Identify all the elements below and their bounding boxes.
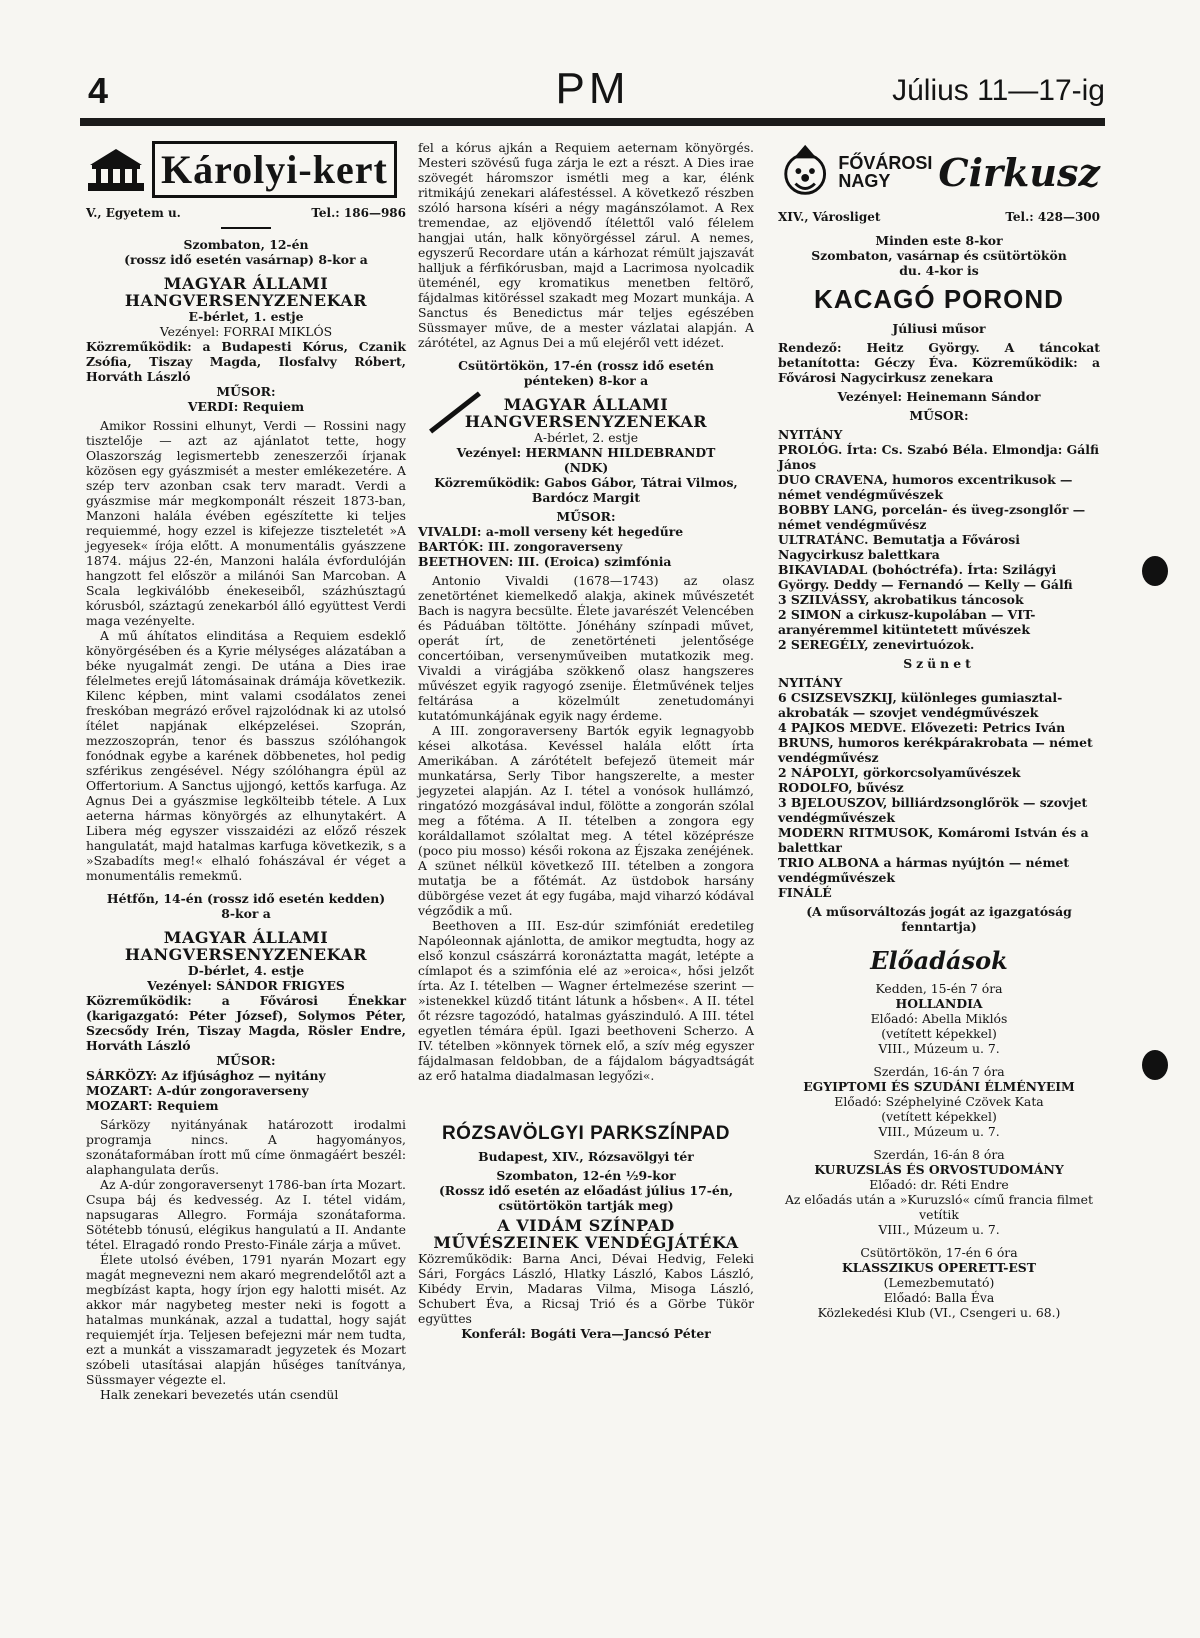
karolyi-tel: Tel.: 186—986 (311, 206, 406, 220)
lectures-heading: Előadások (870, 946, 1008, 975)
program-item: 2 SEREGÉLY, zenevirtuózok. (778, 637, 975, 652)
event1-orchestra-line2: HANGVERSENYZENEKAR (124, 291, 368, 310)
lecture-speaker: Előadó: Abella Miklós (870, 1011, 1008, 1026)
event2-program-item: SÁRKÖZY: Az ifjúsághoz — nyitány (86, 1068, 326, 1083)
lecture-venue: Közlekedési Klub (VI., Csengeri u. 68.) (817, 1305, 1061, 1320)
event1-orchestra-line1: MAGYAR ÁLLAMI (163, 274, 329, 293)
event1-series: E-bérlet, 1. estje (188, 309, 304, 324)
event2-date: Hétfőn, 14-én (rossz idő esetén kedden) (106, 891, 386, 906)
program-item: 2 SIMON a cirkusz-kupolában — VIT-aranyéremmel kitüntetett művészek (778, 607, 1036, 637)
program-item: BOBBY LANG, porcelán- és üveg-zsonglőr — német vendégművész (778, 502, 1086, 532)
lecture-title: EGYIPTOMI ÉS SZUDÁNI ÉLMÉNYEIM (803, 1079, 1075, 1094)
header-rule (80, 118, 1105, 126)
show-title: KACAGÓ POROND (814, 284, 1064, 314)
page-number: 4 (88, 70, 109, 111)
program-item: 6 CSIZSEVSZKIJ, különleges gumiasztal-akrobaták — szovjet vendégművészek (778, 690, 1063, 720)
column-cirkusz (778, 140, 1100, 1320)
event2-program-item: MOZART: A-dúr zongoraverseny (86, 1083, 309, 1098)
program-item: NYITÁNY (778, 675, 843, 690)
rozsavolgyi-date: Szombaton, 12-én ½9-kor (496, 1168, 676, 1183)
lecture (778, 981, 1100, 1056)
event3-rain-date: pénteken) 8-kor a (523, 373, 649, 388)
rozsavolgyi-host: Konferál: Bogáti Vera—Jancsó Péter (461, 1326, 711, 1341)
cirkusz-logo-script: Cirkusz (938, 149, 1100, 195)
event2-text-2: Az A-dúr zongoraversenyt 1786-ban írta Mozart. Csupa báj és kedvesség. Az I. tétel vidám, napsugaras Allegro. Formája szonátaforma. Sötétebb tónusú, elégikus hangulatú a II. Andante tétel. Elragadó rondo Presto-Finále zárja a művet. (86, 1177, 406, 1252)
cirkusz-address: XIV., Városliget (778, 210, 881, 224)
pavilion-icon (86, 145, 146, 193)
binding-hole (1142, 556, 1168, 586)
event3-program-item: VIVALDI: a-moll verseny két hegedűre (418, 524, 684, 539)
lecture-venue: VIII., Múzeum u. 7. (878, 1222, 1000, 1237)
event2-conductor: Vezényel: SÁNDOR FRIGYES (147, 978, 345, 993)
event1-text-1: Amikor Rossini elhunyt, Verdi — Rossini nagy tisztelője — azt az ajánlatot tette, hogy Olaszország legismertebb zeneszerzői írjanak közösen egy gyászmisét a mester emlékezetére. A szép terv azonban csak terv maradt. Verdi a gyászmise már megkomponált részeit 1873-ban, Manzoni halála évében egészítette ki teljes requiemmé, hogy ezzel is kifejezze tiszteletét »A jegyesek« írója előtt. A monumentális gyászzene 1874. május 22-én, Manzoni halála évfordulóján hangzott fel először a milánói San Marcoban. A Scala legkiválóbb énekeseiből, százhúsztagú kórusból, száztagú zenekarból álló együttest Verdi maga vezényelte. (86, 418, 406, 628)
event3-text-2: A III. zongoraverseny Bartók egyik legnagyobb kései alkotása. Kevéssel halála előtt írta Amerikában. A zárótételt befejező ütemeit már munkatársa, Serly Tibor hangszerelte, a mester jegyzetei alapján. Az I. tétel a vonósok hullámzó, ringatózó mozgásával indul, fölötte a zongorán szólal meg a főtéma. A II. tételben a zongora egy koráldallamot szólaltat meg. A tétel középrésze (poco piu mosso) késői rokona az Éjszaka zenéjének. A szünet nélkül következő III. tételben a zongora mutatja be a főtémát. Az üstdobok harsány dübörgése vezet át egy fugába, majd viharzó kódával végződik a mű. (418, 723, 754, 918)
rozsavolgyi-title: RÓZSAVÖLGYI PARKSZÍNPAD (441, 1123, 731, 1144)
lecture-title: KURUZSLÁS ÉS ORVOSTUDOMÁNY (814, 1162, 1064, 1177)
lecture-speaker: Előadó: Széphelyiné Czövek Kata (834, 1094, 1044, 1109)
column-karolyi-kert (86, 140, 406, 1402)
show-credits: Rendező: Heitz György. A táncokat betanította: Géczy Éva. Közreműködik: a Fővárosi Nagycirkusz zenekara (778, 340, 1100, 385)
event3-program-label: MŰSOR: (556, 509, 616, 524)
program-item: BRUNS, humoros kerékpárakrobata — német vendégművész (778, 735, 1093, 765)
karolyi-kert-name: Károlyi-kert (152, 141, 397, 198)
event3-orchestra-line2: HANGVERSENYZENEKAR (464, 412, 708, 431)
lecture-note: (vetített képekkel) (881, 1026, 997, 1041)
cirkusz-contact (778, 210, 1100, 225)
intermission: Szünet (903, 656, 975, 671)
program-item: RODOLFO, bűvész (778, 780, 904, 795)
rozsavolgyi-address: Budapest, XIV., Rózsavölgyi tér (478, 1149, 694, 1164)
program-item: ULTRATÁNC. Bemutatja a Fővárosi Nagycirkusz balettkara (778, 532, 1020, 562)
event3-conductor-country: (NDK) (563, 460, 609, 475)
cirkusz-logo (778, 140, 1100, 204)
lecture-venue: VIII., Múzeum u. 7. (878, 1124, 1000, 1139)
event2-text-4: Halk zenekari bevezetés után csendül (100, 1387, 339, 1402)
event2-text-1: Sárközy nyitányának határozott irodalmi programja nincs. A hagyományos, szonátaformában írott mű címe önmagáért beszél: alaphangulata derűs. (86, 1117, 406, 1177)
lecture-date: Szerdán, 16-án 7 óra (873, 1064, 1005, 1079)
program-part-2 (778, 675, 1100, 900)
rozsavolgyi-subtitle-1: A VIDÁM SZÍNPAD (497, 1216, 675, 1235)
event3-program-item: BEETHOVEN: III. (Eroica) szimfónia (418, 554, 672, 569)
lecture (778, 1064, 1100, 1139)
show-program-label: MŰSOR: (909, 408, 969, 423)
rozsavolgyi-performers: Közreműködik: Barna Anci, Dévai Hedvig, Feleki Sári, Forgács László, Hlatky László, Kabos László, Kibédy Ervin, Madaras Vilma, Misoga László, Schubert Éva, a Ricsaj Trió és a Görbe Tükör együttes (418, 1251, 754, 1326)
requiem-continued-text: fel a kórus ajkán a Requiem aeternam könyörgés. Mesteri szövésű fuga zárja le ezt a részt. A Dies irae szövegét háromszor ismétli meg a kar, élénk ritmikájú zenekari aláfestéssel. A következő részben szóló harsona kíséri a négy magánszólamot. A Rex tremendae, az eljövendő ítélettől való félelem hangjai után, halk könyörgéssel zárul. A nemes, egyszerű Recordare után a kárhozat rémült jajszavát halljuk a férfikórusban, majd a Lacrimosa nyolcadik üteménél, egy kromatikus menetben feltörő, fájdalmas kitöréssel szakadt meg Mozart munkája. A Sanctus és Benedictus már teljes egészében Süssmayer műve, de a mester vázlatai alapján. A zárótétel, az Agnus Dei a mű elejéről vett idézet. (418, 140, 754, 350)
lecture-venue: VIII., Múzeum u. 7. (878, 1041, 1000, 1056)
lecture (778, 1147, 1100, 1237)
rozsavolgyi-rain-note-2: csütörtökön tartják meg) (498, 1198, 674, 1213)
karolyi-kert-logo (86, 140, 406, 198)
issue-date: Július 11—17-ig (892, 74, 1105, 107)
lecture-title: HOLLANDIA (895, 996, 983, 1011)
event2-performers: Közreműködik: a Fővárosi Énekkar (karigazgató: Péter József), Solymos Péter, Szecsődy Irén, Tiszay Magda, Rösler Endre, Horváth László (86, 993, 406, 1053)
lecture (778, 1245, 1100, 1320)
event3-performers: Közreműködik: Gabos Gábor, Tátrai Vilmos, Bardócz Margit (434, 475, 738, 505)
event1-rain-date: (rossz idő esetén vasárnap) 8-kor a (124, 252, 368, 267)
cirkusz-logo-text (838, 154, 932, 190)
karolyi-address: V., Egyetem u. (86, 206, 181, 220)
program-item: 4 PAJKOS MEDVE. Elővezeti: Petrics Iván (778, 720, 1066, 735)
event2-series: D-bérlet, 4. estje (187, 963, 305, 978)
lecture-title: KLASSZIKUS OPERETT-EST (842, 1260, 1036, 1275)
program-part-1 (778, 427, 1100, 652)
event1-piece: VERDI: Requiem (187, 399, 305, 414)
event1-performers: Közreműködik: a Budapesti Kórus, Czanik Zsófia, Tiszay Magda, Ilosfalvy Róbert, Horváth László (86, 339, 406, 384)
event1-conductor: Vezényel: FORRAI MIKLÓS (159, 324, 333, 339)
column-concerts (418, 140, 754, 1341)
lecture-speaker: (Lemezbemutató) (883, 1275, 995, 1290)
program-item: DUO CRAVENA, humoros excentrikusok — német vendégművészek (778, 472, 1073, 502)
program-item: TRIO ALBONA a hármas nyújtón — német vendégművészek (778, 855, 1070, 885)
event3-series: A-bérlet, 2. estje (533, 430, 639, 445)
event2-time: 8-kor a (221, 906, 271, 921)
lecture-note: Az előadás után a »Kuruzsló« című francia filmet vetítik (784, 1192, 1093, 1222)
event2-program-label: MŰSOR: (216, 1053, 276, 1068)
program-change-note: (A műsorváltozás jogát az igazgatóság fenntartja) (806, 904, 1072, 934)
show-month: Júliusi műsor (892, 321, 986, 336)
program-item: 3 BJELOUSZOV, billiárdzsonglőrök — szovjet vendégművészek (778, 795, 1088, 825)
show-conductor: Vezényel: Heinemann Sándor (837, 389, 1041, 404)
event2-orchestra-line1: MAGYAR ÁLLAMI (163, 928, 329, 947)
cirkusz-days: Szombaton, vasárnap és csütörtökön (811, 248, 1067, 263)
event3-conductor: Vezényel: HERMANN HILDEBRANDT (456, 445, 716, 460)
event3-program-item: BARTÓK: III. zongoraverseny (418, 539, 623, 554)
clown-face-icon (778, 144, 832, 200)
cirkusz-logo-line1: FŐVÁROSI (838, 153, 933, 173)
karolyi-contact (86, 206, 406, 221)
cirkusz-logo-line2: NAGY (838, 171, 891, 191)
page-header (80, 64, 1105, 114)
cirkusz-time: Minden este 8-kor (875, 233, 1003, 248)
program-item: NYITÁNY (778, 427, 843, 442)
rozsavolgyi-subtitle-2: MŰVÉSZEINEK VENDÉGJÁTÉKA (433, 1233, 739, 1252)
event3-text-3: Beethoven a III. Esz-dúr szimfóniát eredetileg Napóleonnak ajánlotta, de amikor megtudta, hogy az első konzul császárrá koronáztatta magát, letépte a címlapot és a szimfónia elé az »eroica«, hősi jelzőt írta. Az I. tételben — Wagner értelmezése szerint — »istenekkel küzdő titánt látunk a hősben«. A II. tétel őt rézsre tagozódó, hatalmas gyászinduló. A III. tétel egyetlen témára épül. Igazi beethoveni Scherzo. A IV. tételben »könnyek törnek elő, a szív még egyszer fájdalmasan feldobban, de a fájdalom bágyadtságát az erő hatalma diadalmasan legyőzi«. (418, 918, 754, 1083)
event2-text-3: Élete utolsó évében, 1791 nyarán Mozart egy magát megnevezni nem akaró megrendelőtől azt a megbízást kapta, hogy írjon egy halotti misét. Az akkor már nagybeteg mester neki is fogott a hatalmas munkának, azzal a tudattal, hogy saját requiemjét írja. Teljesen befejezni már nem tudta, ezt a munkát a visszamaradt jegyzetek és Mozart szóbeli utasításai alapján hűséges tanítványa, Süssmayer végezte el. (86, 1252, 406, 1387)
event2-orchestra-line2: HANGVERSENYZENEKAR (124, 945, 368, 964)
event2-program-item: MOZART: Requiem (86, 1098, 219, 1113)
rozsavolgyi-rain-note: (Rossz idő esetén az előadást július 17-én, (438, 1183, 734, 1198)
program-item: FINÁLÉ (778, 885, 832, 900)
program-item: 2 NÁPOLYI, görkorcsolyaművészek (778, 765, 1021, 780)
short-divider (221, 227, 271, 229)
lecture-note: (vetített képekkel) (881, 1109, 997, 1124)
event3-text-1: Antonio Vivaldi (1678—1743) az olasz zenetörténet kiemelkedő alakja, akinek művészetét Bach is nagyra becsülte. Élete javarészét Velencében és Páduában töltötte. Jónéhány színpadi művet, operát írt, de zenetörténeti jelentősége concertóiban, versenyműveiben mutatkozik meg. Vivaldi a virágjába szökkenő olasz hangszeres művészet egyik ragyogó zsenije. Életművének teljes feltárása a közelmúlt zenetudományi kutatómunkájának egyik nagy érdeme. (418, 573, 754, 723)
lecture-date: Kedden, 15-én 7 óra (875, 981, 1003, 996)
program-item: 3 SZILVÁSSY, akrobatikus táncosok (778, 592, 1024, 607)
masthead-title: PM (555, 64, 630, 113)
cirkusz-afternoon: du. 4-kor is (899, 263, 979, 278)
binding-hole (1142, 1050, 1168, 1080)
program-item: BIKAVIADAL (bohóctréfa). Írta: Szilágyi György. Deddy — Fernandó — Kelly — Gálfi (778, 562, 1073, 592)
program-item: MODERN RITMUSOK, Komáromi István és a balettkar (778, 825, 1089, 855)
event1-date: Szombaton, 12-én (183, 237, 309, 252)
event1-program-label: MŰSOR: (216, 384, 276, 399)
program-item: PROLÓG. Írta: Cs. Szabó Béla. Elmondja: Gálfi János (778, 442, 1100, 472)
lecture-speaker: Előadó: dr. Réti Endre (869, 1177, 1009, 1192)
event3-orchestra-line1: MAGYAR ÁLLAMI (503, 395, 669, 414)
event3-date: Csütörtökön, 17-én (rossz idő esetén (458, 358, 714, 373)
cirkusz-tel: Tel.: 428—300 (1005, 210, 1100, 224)
lecture-note: Előadó: Balla Éva (883, 1290, 995, 1305)
lecture-date: Szerdán, 16-án 8 óra (873, 1147, 1005, 1162)
event1-text-2: A mű áhítatos elinditása a Requiem esdeklő könyörgésében és a Kyrie mélységes alázatában a béke nyugalmát zengi. De utána a Dies irae félelmetes erejű látomásainak drámája következik. Kilenc képben, mint valami csodálatos zenei freskóban megrázó erővel rajzolódnak ki az utolsó ítélet napjának elképzelései. Szoprán, mezzoszoprán, tenor és basszus szólóhangok fonódnak egybe a karének döbbenetes, hol pedig szférikus zengésével. Négy szólóhangra épül az Offertorium. A Sanctus ujjongó, kettős karfuga. Az Agnus Dei a gyászmise legkölteibb tétele. A Lux aeterna hármas könyörgés az elhunytakért. A Libera még egyszer visszaidézi az előző részek hangulatát, majd hatalmas karfuga következik, s a »Szabadíts meg!« elhaló fohászával ér véget a monumentális remekmű. (86, 628, 406, 883)
lecture-date: Csütörtökön, 17-én 6 óra (860, 1245, 1018, 1260)
